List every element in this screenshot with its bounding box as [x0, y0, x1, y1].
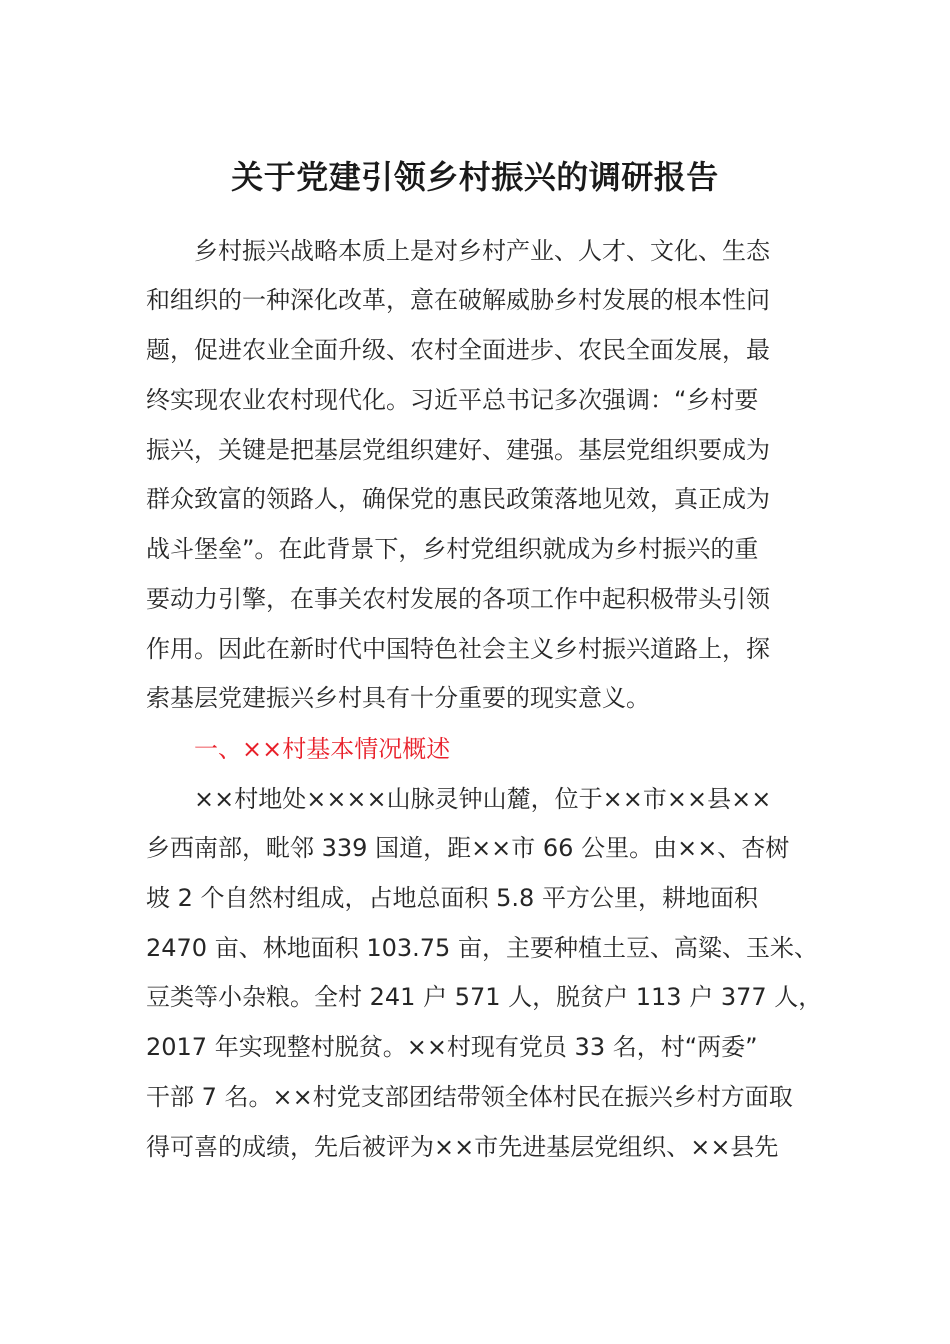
paragraph-line: 2017 年实现整村脱贫。××村现有党员 33 名，村“两委” — [146, 1033, 758, 1061]
paragraph-line: 群众致富的领路人，确保党的惠民政策落地见效，真正成为 — [146, 485, 770, 513]
paragraph-line: 干部 7 名。××村党支部团结带领全体村民在振兴乡村方面取 — [146, 1083, 793, 1111]
paragraph-line: 豆类等小杂粮。全村 241 户 571 人，脱贫户 113 户 377 人， — [146, 983, 823, 1011]
paragraph-line: 题，促进农业全面升级、农村全面进步、农民全面发展，最 — [146, 336, 770, 364]
paragraph-line: 和组织的一种深化改革，意在破解威胁乡村发展的根本性问 — [146, 286, 770, 314]
paragraph-line: 终实现农业农村现代化。习近平总书记多次强调：“乡村要 — [146, 386, 759, 414]
paragraph-line: 要动力引擎，在事关农村发展的各项工作中起积极带头引领 — [146, 585, 770, 613]
paragraph-line: 乡西南部，毗邻 339 国道，距××市 66 公里。由××、杏树 — [146, 834, 790, 862]
paragraph-line: 得可喜的成绩，先后被评为××市先进基层党组织、××县先 — [146, 1133, 779, 1161]
section-heading: 一、××村基本情况概述 — [194, 735, 451, 763]
paragraph-line: 振兴，关键是把基层党组织建好、建强。基层党组织要成为 — [146, 436, 770, 464]
paragraph-line: 作用。因此在新时代中国特色社会主义乡村振兴道路上，探 — [146, 635, 770, 663]
paragraph-line: 乡村振兴战略本质上是对乡村产业、人才、文化、生态 — [194, 237, 770, 265]
paragraph-line: 2470 亩、林地面积 103.75 亩，主要种植土豆、高粱、玉米、 — [146, 934, 818, 962]
paragraph-line: 战斗堡垒”。在此背景下，乡村党组织就成为乡村振兴的重 — [146, 535, 759, 563]
paragraph-line: 坡 2 个自然村组成，占地总面积 5.8 平方公里，耕地面积 — [146, 884, 758, 912]
paragraph-line: 索基层党建振兴乡村具有十分重要的现实意义。 — [146, 684, 650, 712]
paragraph-line: ××村地处××××山脉灵钟山麓，位于××市××县×× — [194, 785, 772, 813]
document-title: 关于党建引领乡村振兴的调研报告 — [231, 158, 719, 196]
